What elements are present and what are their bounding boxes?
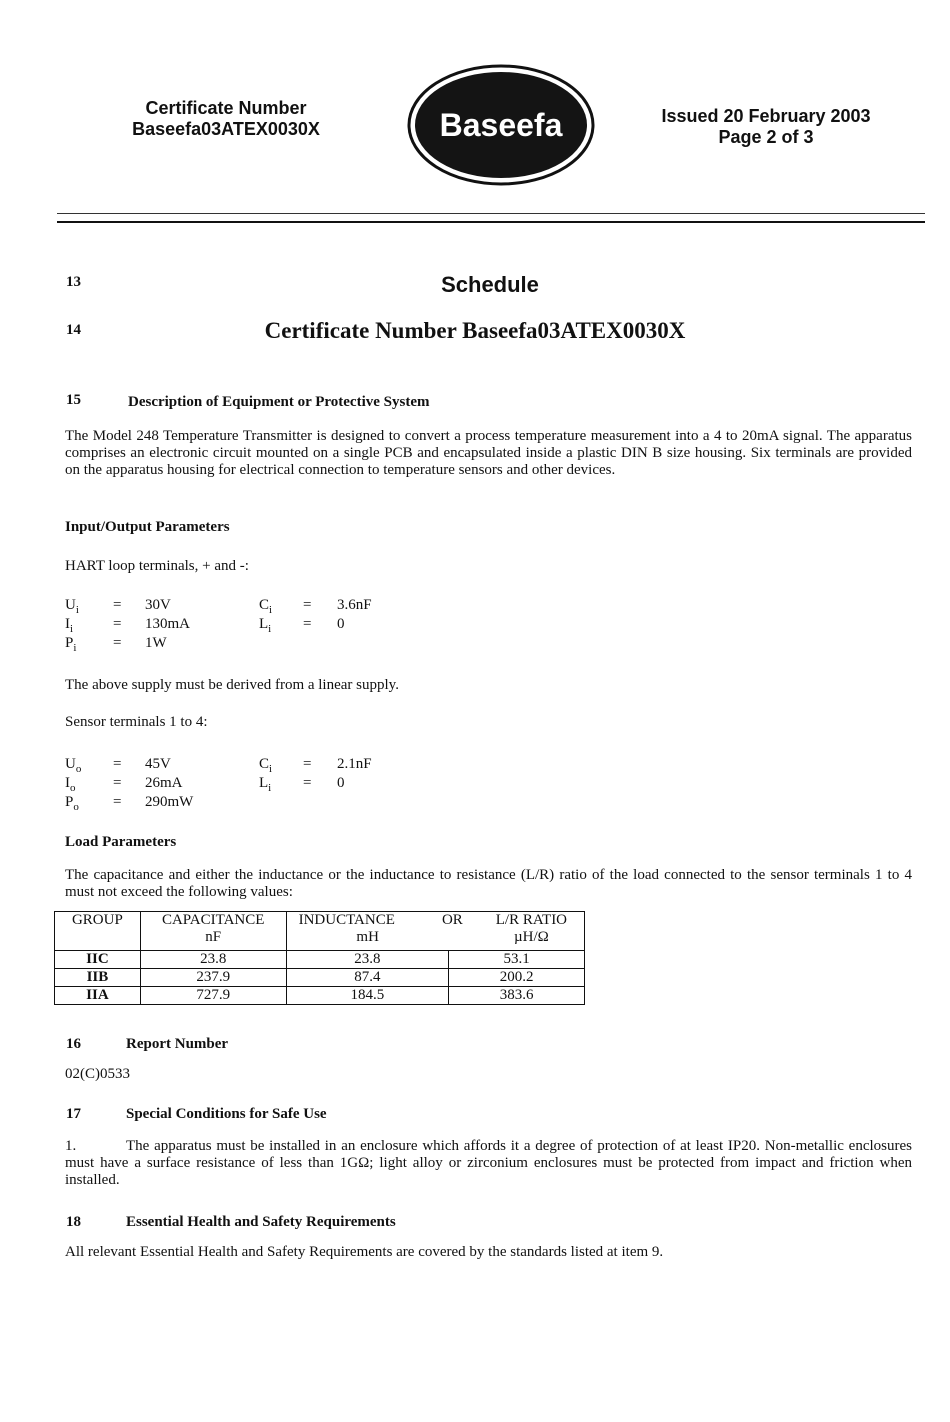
equals-sign-2: = [303,597,312,613]
header-lr-label: L/R RATIO [495,912,568,928]
table-row [55,969,585,987]
param-symbol-2 [259,756,303,775]
param-symbol-2 [259,794,303,813]
cell-group: IIC [55,951,141,969]
cell-capacitance: 23.8 [140,951,286,969]
symbol-subscript-2: i [269,763,273,775]
header-inductance-label: INDUCTANCE [298,912,395,928]
param-value: 130mA [145,616,190,632]
symbol-subscript: o [70,782,76,794]
sensor-parameters [65,756,372,813]
sensor-param-row [65,775,372,794]
param-value-2: 0 [337,775,345,791]
logo-text: Baseefa [439,107,563,143]
param-value: 30V [145,597,171,613]
ehsr-statement: All relevant Essential Health and Safety Requirements are covered by the standards listed at item 9. [65,1244,664,1260]
equals-sign: = [113,597,122,613]
cell-capacitance: 237.9 [140,969,286,987]
symbol-subscript-2: i [268,782,272,794]
item-16-number: 16 [66,1036,81,1052]
symbol-subscript: o [75,763,82,775]
symbol-subscript: i [73,642,77,654]
cell-inductance: 87.4 [286,969,449,987]
header-group: GROUP [55,912,141,951]
param-symbol [65,616,113,635]
baseefa-logo [405,62,597,188]
symbol-2: L [259,616,269,632]
param-symbol [65,635,113,654]
hart-terminals-label: HART loop terminals, + and -: [65,558,249,574]
header-lr-unit: µH/Ω [513,929,549,945]
cell-lr-ratio: 200.2 [449,969,585,987]
issued-date: Issued 20 February 2003 [661,106,871,126]
param-symbol [65,756,113,775]
condition-number: 1. [65,1138,77,1154]
equals-sign-2 [303,635,337,654]
symbol-2: L [259,775,269,791]
param-value: 45V [145,756,171,772]
header-rule-thick [57,221,925,223]
page-number: Page 2 of 3 [718,127,814,147]
symbol-subscript-2: i [268,623,272,635]
equals-sign: = [113,756,122,772]
item-17-title: Special Conditions for Safe Use [126,1106,327,1122]
symbol: U [65,597,76,613]
condition-text: The apparatus must be installed in an enclosure which affords it a degree of protection of at least IP20. Non-metallic enclosures must have a surface resistance of less than 1GΩ; light alloy or zirconium enclosures must be protected from impact and friction when installed. [65,1138,912,1188]
sensor-param-row [65,794,372,813]
param-symbol-2 [259,616,303,635]
param-symbol-2 [259,597,303,616]
item-17-number: 17 [66,1106,81,1122]
load-parameters-heading: Load Parameters [65,834,177,850]
item-18-number: 18 [66,1214,81,1230]
param-value: 1W [145,635,167,651]
cell-inductance: 23.8 [286,951,449,969]
param-symbol [65,775,113,794]
load-table-header [55,912,585,951]
certificate-number-title: Certificate Number Baseefa03ATEX0030X [264,318,686,343]
header-issue [645,106,887,148]
param-value-2: 3.6nF [337,597,372,613]
header-lr-ratio [449,912,585,951]
param-value: 290mW [145,794,194,810]
hart-parameters [65,597,372,654]
table-row [55,987,585,1005]
hart-param-row [65,597,372,616]
header-capacitance [140,912,286,951]
symbol: P [65,635,74,651]
item-14-number: 14 [66,322,81,338]
equals-sign-2: = [303,756,312,772]
schedule-title: Schedule [441,272,539,297]
symbol: I [65,616,70,632]
equals-sign: = [113,775,122,791]
sensor-param-row [65,756,372,775]
cell-group: IIB [55,969,141,987]
param-value: 26mA [145,775,183,791]
equals-sign-2: = [303,775,312,791]
header-capacitance-unit: nF [205,929,222,945]
cert-label: Certificate Number [145,98,307,118]
hart-param-row [65,635,372,654]
equipment-description: The Model 248 Temperature Transmitter is designed to convert a process temperature measurement into a 4 to 20mA signal. The apparatus comprises an electronic circuit mounted on a single PCB and encapsulated inside a plastic DIN B size housing. Six terminals are provided on the apparatus housing for electrical connection to temperature sensors and other devices. [65,428,912,478]
param-symbol-2 [259,775,303,794]
equals-sign-2 [303,794,337,813]
symbol: U [65,756,76,772]
symbol-subscript: i [70,623,74,635]
symbol-subscript: o [73,801,79,813]
sensor-terminals-label: Sensor terminals 1 to 4: [65,714,208,730]
header-inductance-unit: mH [356,929,379,945]
item-13-number: 13 [66,274,81,290]
item-15-title: Description of Equipment or Protective System [128,394,430,410]
header-inductance [286,912,463,951]
item-16-title: Report Number [126,1036,229,1052]
symbol-subscript-2: i [269,604,273,616]
equals-sign: = [113,635,122,651]
cell-group: IIA [55,987,141,1005]
table-row [55,951,585,969]
hart-param-row [65,616,372,635]
header-certificate [115,98,337,140]
equals-sign-2: = [303,616,312,632]
item-15-number: 15 [66,392,81,408]
param-symbol-2 [259,635,303,654]
load-parameters-table [54,911,585,1005]
header-capacitance-label: CAPACITANCE [161,912,265,928]
param-symbol [65,597,113,616]
cell-lr-ratio: 383.6 [449,987,585,1005]
load-description: The capacitance and either the inductance or the inductance to resistance (L/R) ratio of the load connected to the sensor terminals 1 to 4 must not exceed the following values: [65,867,912,900]
equals-sign: = [113,794,122,810]
supply-note: The above supply must be derived from a linear supply. [65,677,399,693]
report-number: 02(C)0533 [65,1066,130,1082]
header-or: OR [441,912,463,928]
cell-capacitance: 727.9 [140,987,286,1005]
symbol-subscript: i [75,604,79,616]
param-value-2 [337,794,372,813]
equals-sign: = [113,616,122,632]
special-conditions [65,1138,912,1189]
param-symbol [65,794,113,813]
cert-number: Baseefa03ATEX0030X [132,119,320,139]
symbol: I [65,775,70,791]
item-18-title: Essential Health and Safety Requirements [126,1214,396,1230]
param-value-2: 2.1nF [337,756,372,772]
symbol-2: C [259,597,270,613]
symbol-2: C [259,756,270,772]
cell-inductance: 184.5 [286,987,449,1005]
io-parameters-heading: Input/Output Parameters [65,519,230,535]
cell-lr-ratio: 53.1 [449,951,585,969]
symbol: P [65,794,74,810]
param-value-2 [337,635,372,654]
header-rule-thin [57,213,925,214]
param-value-2: 0 [337,616,345,632]
